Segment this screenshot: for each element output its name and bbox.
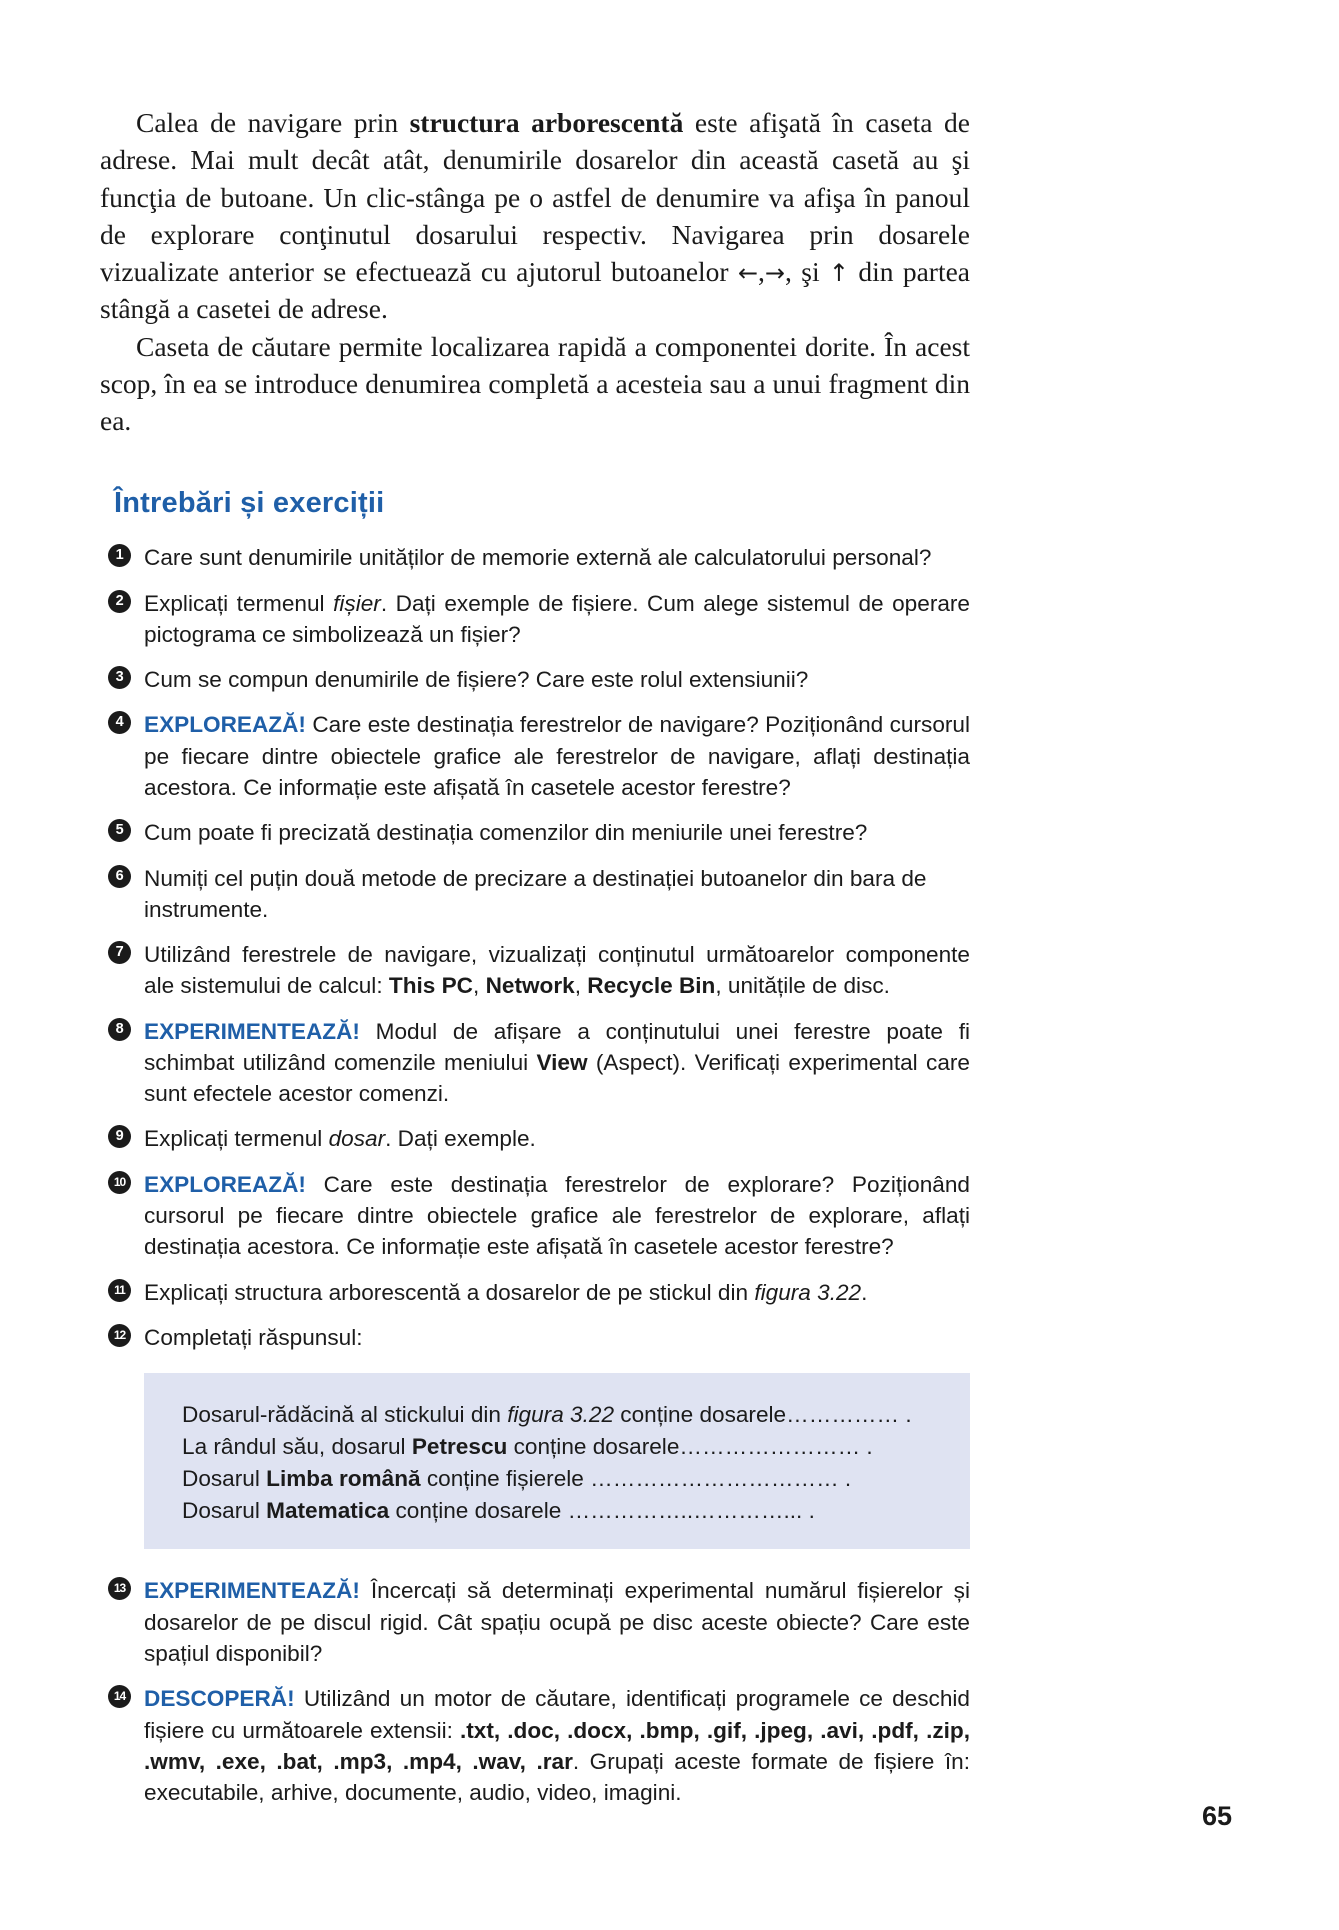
fill-3-dots: …………………………… . [590,1466,852,1492]
arrow-back-icon: ← [737,259,759,287]
exercise-item-8 [100,1016,970,1110]
intro-text-3: , şi [785,256,829,287]
fill-2-bold: Petrescu [411,1434,508,1460]
exercise-text-14b: . Grupați aceste formate de fișiere în: executabile, arhive, documente, audio, video, imagini. [144,1748,970,1806]
intro-paragraph-2 [100,328,970,440]
fill-1-italic: figura 3.22 [507,1402,615,1428]
list-marker-13: 13 [108,1577,131,1600]
exercise-keyword-8: EXPERIMENTEAZĂ! [144,1018,360,1044]
exercise-text-1: Care sunt denumirile unităților de memorie externă ale calculatorului personal? [144,545,932,571]
fill-1-dots: …………… . [786,1402,912,1428]
fill-line-1 [144,1399,970,1431]
exercise-keyword-13: EXPERIMENTEAZĂ! [144,1578,360,1604]
fill-2-post: conține dosarele [507,1434,680,1460]
intro-paragraph-1 [100,104,970,328]
exercise-text-9b: . Dați exemple. [385,1126,536,1152]
exercise-text-11b: . [861,1279,868,1305]
list-marker-2: 2 [108,590,131,613]
fill-3-bold: Limba română [266,1466,421,1492]
exercise-text-8b: (Aspect). Verificați experimental care sunt efectele acestor comenzi. [144,1049,970,1107]
exercise-list-continued [100,1575,970,1808]
exercise-italic-11: figura 3.22 [754,1279,862,1305]
exercise-text-6: Numiți cel puțin două metode de precizare a destinației butoanelor din bara de instrumente. [144,865,927,922]
arrow-forward-icon: → [764,259,786,287]
intro-text-4: din partea stângă a casetei de adrese. [100,256,971,325]
list-marker-1: 1 [108,544,131,567]
exercise-extensions-14: .txt, .doc, .docx, .bmp, .gif, .jpeg, .avi, .pdf, .zip, .wmv, .exe, .bat, .mp3, .mp4, .wav, .rar [144,1717,970,1774]
exercise-text-5: Cum poate fi precizată destinația comenzilor din meniurile unei ferestre? [144,820,868,846]
fill-1-post: conține dosarele [614,1402,787,1428]
exercise-sep-7a: , [473,973,486,999]
fill-1-pre: Dosarul-rădăcină al stickului din [182,1402,508,1428]
exercise-keyword-4: EXPLOREAZĂ! [144,712,306,738]
arrow-up-icon: ↑ [828,259,850,287]
exercise-item-1 [100,542,970,573]
exercise-item-6 [100,863,970,926]
exercise-item-3 [100,664,970,695]
exercise-text-2b: . Dați exemple de fișiere. Cum alege sistemul de operare pictograma ce simbolizează un fișier? [144,590,970,647]
exercise-bold-7a: This PC [388,973,473,999]
list-marker-6: 6 [108,865,131,888]
exercise-item-2 [100,588,970,651]
exercise-italic-2: fișier [333,590,381,616]
fill-line-2 [144,1431,970,1463]
list-marker-12: 12 [108,1324,131,1347]
exercise-item-4 [100,709,970,803]
intro-bold-term: structura arborescentă [409,107,684,138]
page-content [100,104,970,1822]
exercise-list [100,542,970,1353]
intro-text-2: este afişată în caseta de adrese. Mai mult decât atât, denumirile dosarelor din această casetă au şi funcţia de butoane. Un clic-stânga pe o astfel de denumire va afişa în panoul de explorare conţinutul dosarului respectiv. Navigarea prin dosarele vizualizate anterior se efectuează cu ajutorul butoanelor [100,107,970,287]
exercise-text-4: Care este destinația ferestrelor de navigare? Poziționând cursorul pe fiecare dintre obiectele grafice ale ferestrelor de navigare, aflați destinația acestora. Ce informație este afișată în casetele acestor ferestre? [144,712,970,800]
fill-line-3 [144,1463,970,1495]
list-marker-9: 9 [108,1125,131,1148]
exercise-item-14 [100,1683,970,1808]
exercise-sep-7b: , [574,973,588,999]
exercise-text-10: Care este destinația ferestrelor de explorare? Poziționând cursorul pe fiecare dintre obiectele grafice ale ferestrelor de explorare, aflați destinația acestora. Ce informație este afișată în casetele acestor ferestre? [144,1171,970,1260]
exercise-keyword-14: DESCOPERĂ! [144,1686,295,1712]
fill-line-4 [144,1495,970,1527]
exercise-item-7 [100,939,970,1002]
exercise-item-5 [100,817,970,848]
list-marker-5: 5 [108,819,131,842]
exercise-italic-9: dosar [328,1126,386,1152]
exercise-keyword-10: EXPLOREAZĂ! [144,1171,306,1197]
exercise-bold-7b: Network [485,973,575,999]
page-number: 65 [1201,1801,1232,1831]
exercise-text-12: Completați răspunsul: [144,1324,363,1350]
exercise-text-8a: Modul de afișare a conținutului unei ferestre poate fi schimbat utilizând comenzile meniului [144,1018,970,1075]
fill-3-post: conține fișierele [420,1466,591,1492]
section-heading: Întrebări și exerciții [114,487,385,520]
exercise-bold-8: View [536,1049,588,1075]
fill-3-pre: Dosarul [182,1466,267,1492]
exercise-item-11 [100,1277,970,1308]
fill-4-pre: Dosarul [182,1498,267,1524]
intro-text-1: Calea de navigare prin [136,107,410,138]
list-marker-4: 4 [108,711,131,734]
fill-2-dots: …………………… . [679,1434,873,1460]
fill-4-bold: Matematica [266,1498,390,1524]
list-marker-3: 3 [108,666,131,689]
fill-4-post: conține dosarele [389,1498,568,1524]
exercise-text-14a: Utilizând un motor de căutare, identificați programele ce deschid fișiere cu următoarele extensii: [144,1686,970,1743]
exercise-item-10 [100,1169,970,1263]
exercise-bold-7c: Recycle Bin [587,973,716,999]
list-marker-11: 11 [108,1279,131,1302]
list-marker-10: 10 [108,1171,131,1194]
exercise-item-13 [100,1575,970,1669]
exercise-text-7a: Utilizând ferestrele de navigare, vizualizați conținutul următoarelor componente ale sistemului de calcul: [144,942,970,999]
exercise-text-9a: Explicați termenul [144,1126,329,1152]
fill-4-dots: ……………..…………... . [567,1498,815,1524]
exercise-item-12 [100,1322,970,1353]
exercise-text-11a: Explicați structura arborescentă a dosarelor de pe stickul din [144,1279,755,1305]
list-marker-7: 7 [108,941,131,964]
exercise-item-9 [100,1123,970,1154]
list-marker-14: 14 [108,1685,131,1708]
intro-comma: , [758,256,765,287]
intro-text-5: Caseta de căutare permite localizarea rapidă a componentei dorite. În acest scop, în ea se introduce denumirea completă a acesteia sau a unui fragment din ea. [100,330,970,436]
fill-in-box [144,1373,970,1549]
exercise-text-7b: , unitățile de disc. [715,973,890,999]
fill-2-pre: La rândul său, dosarul [182,1434,412,1460]
exercise-text-13: Încercați să determinați experimental numărul fișierelor și dosarelor de pe discul rigid. Cât spațiu ocupă pe disc aceste obiecte? Care este spațiul disponibil? [144,1578,970,1667]
exercise-text-3: Cum se compun denumirile de fișiere? Care este rolul extensiunii? [144,667,809,693]
exercise-text-2a: Explicați termenul [144,590,334,616]
list-marker-8: 8 [108,1018,131,1041]
